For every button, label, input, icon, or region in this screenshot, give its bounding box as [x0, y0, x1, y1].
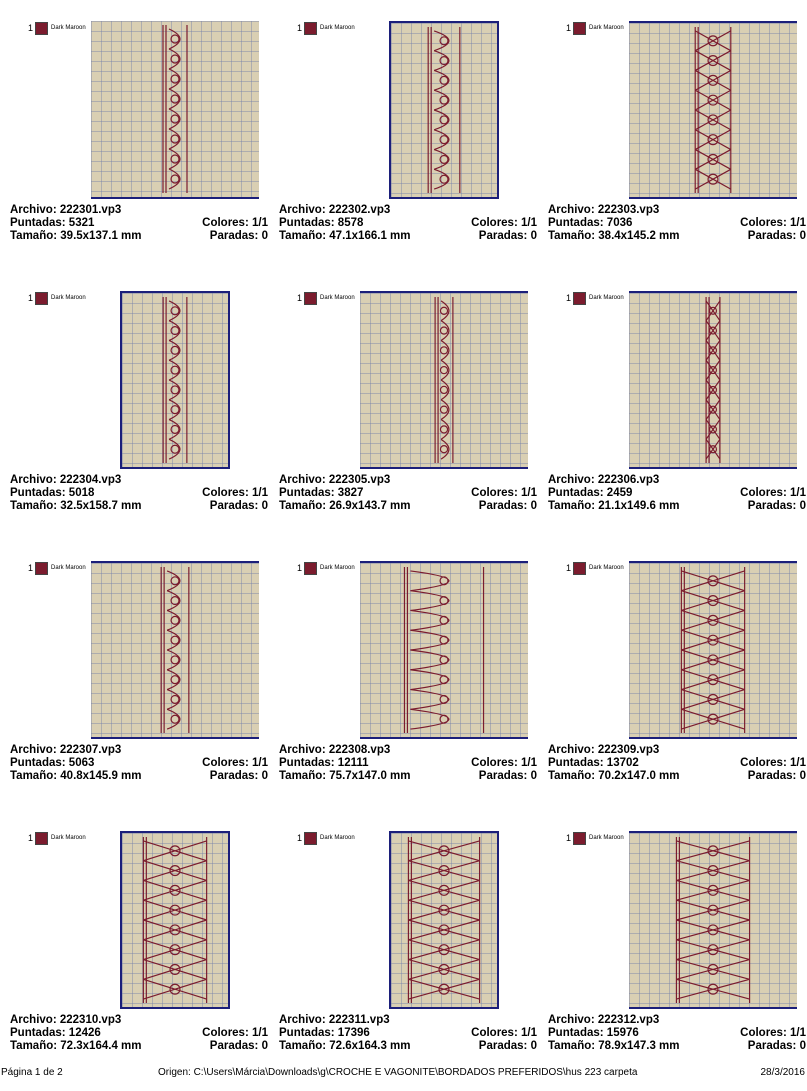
- size-line: Tamaño: 72.6x164.3 mm: [279, 1040, 411, 1052]
- file-name: 222312.vp3: [597, 1014, 660, 1026]
- stitch-count: 15976: [606, 1027, 639, 1039]
- design-size: 75.7x147.0 mm: [329, 770, 411, 782]
- stop-count: 0: [530, 770, 537, 782]
- stitches-line: Puntadas: 17396: [279, 1027, 370, 1039]
- stitches-line: Puntadas: 5321: [10, 217, 95, 229]
- file-line: Archivo: 222306.vp3: [548, 474, 660, 486]
- color-name: Dark Maroon: [589, 835, 624, 841]
- file-name: 222301.vp3: [59, 204, 122, 216]
- size-line: Tamaño: 32.5x158.7 mm: [10, 500, 142, 512]
- design-size: 26.9x143.7 mm: [329, 500, 411, 512]
- color-legend: [297, 21, 355, 35]
- colors-line: Colores: 1/1: [740, 1027, 806, 1039]
- file-line: Archivo: 222312.vp3: [548, 1014, 660, 1026]
- color-swatch: [35, 562, 48, 575]
- stitches-line: Puntadas: 5063: [10, 757, 95, 769]
- color-name: Dark Maroon: [51, 565, 86, 571]
- stops-line: Paradas: 0: [209, 1040, 268, 1052]
- color-name: Dark Maroon: [51, 25, 86, 31]
- design-preview: [629, 831, 797, 1009]
- color-count: 1/1: [790, 217, 806, 229]
- stop-count: 0: [799, 1040, 806, 1052]
- stop-count: 0: [261, 500, 268, 512]
- stitches-line: Puntadas: 12111: [279, 757, 369, 769]
- design-card: [548, 291, 807, 551]
- color-legend: [28, 561, 86, 575]
- size-line: Tamaño: 78.9x147.3 mm: [548, 1040, 680, 1052]
- design-info: [10, 474, 268, 513]
- stitches-line: Puntadas: 2459: [548, 487, 633, 499]
- stop-count: 0: [799, 770, 806, 782]
- stitch-count: 12426: [68, 1027, 101, 1039]
- color-count: 1/1: [252, 1027, 268, 1039]
- stitch-count: 8578: [337, 217, 364, 229]
- design-size: 38.4x145.2 mm: [598, 230, 680, 242]
- design-size: 72.3x164.4 mm: [60, 1040, 142, 1052]
- color-count: 1/1: [252, 217, 268, 229]
- color-swatch: [304, 562, 317, 575]
- file-line: Archivo: 222309.vp3: [548, 744, 660, 756]
- design-card: [10, 561, 278, 821]
- design-card: [10, 291, 278, 551]
- color-legend: [28, 291, 86, 305]
- color-legend: [566, 21, 624, 35]
- color-swatch: [304, 292, 317, 305]
- design-info: [548, 204, 806, 243]
- color-count: 1/1: [521, 487, 537, 499]
- stops-line: Paradas: 0: [478, 500, 537, 512]
- design-preview: [629, 291, 797, 469]
- file-name: 222304.vp3: [59, 474, 122, 486]
- file-name: 222308.vp3: [328, 744, 391, 756]
- design-size: 70.2x147.0 mm: [598, 770, 680, 782]
- design-preview: [91, 561, 259, 739]
- color-count: 1/1: [790, 487, 806, 499]
- design-card: [279, 21, 547, 281]
- file-line: Archivo: 222307.vp3: [10, 744, 122, 756]
- colors-line: Colores: 1/1: [471, 487, 537, 499]
- design-info: [10, 1014, 268, 1053]
- stops-line: Paradas: 0: [747, 1040, 806, 1052]
- stitch-count: 7036: [606, 217, 633, 229]
- colors-line: Colores: 1/1: [471, 1027, 537, 1039]
- color-name: Dark Maroon: [589, 25, 624, 31]
- stitch-count: 2459: [606, 487, 633, 499]
- colors-line: Colores: 1/1: [740, 757, 806, 769]
- color-name: Dark Maroon: [51, 295, 86, 301]
- design-preview: [120, 831, 230, 1009]
- stops-line: Paradas: 0: [747, 230, 806, 242]
- colors-line: Colores: 1/1: [202, 487, 268, 499]
- design-size: 47.1x166.1 mm: [329, 230, 411, 242]
- stops-line: Paradas: 0: [209, 500, 268, 512]
- color-name: Dark Maroon: [320, 565, 355, 571]
- colors-line: Colores: 1/1: [471, 757, 537, 769]
- color-count: 1/1: [790, 1027, 806, 1039]
- design-card: [548, 561, 807, 821]
- stitches-line: Puntadas: 5018: [10, 487, 95, 499]
- design-info: [10, 204, 268, 243]
- file-name: 222305.vp3: [328, 474, 391, 486]
- design-info: [548, 1014, 806, 1053]
- file-name: 222307.vp3: [59, 744, 122, 756]
- file-line: Archivo: 222304.vp3: [10, 474, 122, 486]
- colors-line: Colores: 1/1: [202, 1027, 268, 1039]
- colors-line: Colores: 1/1: [740, 487, 806, 499]
- design-card: [279, 831, 547, 1091]
- design-size: 39.5x137.1 mm: [60, 230, 142, 242]
- stitch-count: 13702: [606, 757, 639, 769]
- size-line: Tamaño: 38.4x145.2 mm: [548, 230, 680, 242]
- design-card: [279, 291, 547, 551]
- design-preview: [629, 21, 797, 199]
- stop-count: 0: [261, 1040, 268, 1052]
- stitches-line: Puntadas: 8578: [279, 217, 364, 229]
- file-name: 222311.vp3: [328, 1014, 390, 1026]
- colors-line: Colores: 1/1: [202, 217, 268, 229]
- color-number: 1: [28, 293, 34, 303]
- file-line: Archivo: 222302.vp3: [279, 204, 391, 216]
- color-number: 1: [566, 23, 572, 33]
- file-line: Archivo: 222310.vp3: [10, 1014, 122, 1026]
- stop-count: 0: [799, 230, 806, 242]
- origin-path: Origen: C:\Users\Márcia\Downloads\g\CROCHE E VAGONITE\BORDADOS PREFERIDOS\hus 223 carpeta: [158, 1067, 638, 1078]
- color-number: 1: [566, 293, 572, 303]
- stitches-line: Puntadas: 15976: [548, 1027, 639, 1039]
- stop-count: 0: [530, 500, 537, 512]
- stop-count: 0: [799, 500, 806, 512]
- color-name: Dark Maroon: [320, 835, 355, 841]
- color-count: 1/1: [252, 487, 268, 499]
- stitch-count: 5321: [68, 217, 95, 229]
- design-info: [279, 744, 537, 783]
- colors-line: Colores: 1/1: [740, 217, 806, 229]
- file-name: 222309.vp3: [597, 744, 660, 756]
- print-date: 28/3/2016: [760, 1067, 805, 1078]
- color-number: 1: [566, 833, 572, 843]
- design-info: [279, 1014, 537, 1053]
- stop-count: 0: [261, 230, 268, 242]
- design-card: [10, 21, 278, 281]
- size-line: Tamaño: 70.2x147.0 mm: [548, 770, 680, 782]
- stitch-count: 17396: [337, 1027, 370, 1039]
- design-info: [279, 204, 537, 243]
- color-swatch: [573, 292, 586, 305]
- color-count: 1/1: [790, 757, 806, 769]
- color-swatch: [573, 832, 586, 845]
- color-swatch: [304, 22, 317, 35]
- page-number: Página 1 de 2: [1, 1067, 63, 1078]
- stops-line: Paradas: 0: [478, 770, 537, 782]
- file-line: Archivo: 222303.vp3: [548, 204, 660, 216]
- color-count: 1/1: [521, 757, 537, 769]
- file-name: 222310.vp3: [59, 1014, 122, 1026]
- stitch-count: 12111: [337, 757, 369, 769]
- color-legend: [28, 831, 86, 845]
- design-size: 72.6x164.3 mm: [329, 1040, 411, 1052]
- color-number: 1: [297, 563, 303, 573]
- file-name: 222306.vp3: [597, 474, 660, 486]
- file-line: Archivo: 222301.vp3: [10, 204, 122, 216]
- stitches-line: Puntadas: 7036: [548, 217, 633, 229]
- color-swatch: [304, 832, 317, 845]
- color-number: 1: [28, 833, 34, 843]
- stops-line: Paradas: 0: [747, 500, 806, 512]
- design-info: [548, 474, 806, 513]
- file-line: Archivo: 222305.vp3: [279, 474, 391, 486]
- size-line: Tamaño: 39.5x137.1 mm: [10, 230, 142, 242]
- color-name: Dark Maroon: [320, 25, 355, 31]
- color-legend: [566, 561, 624, 575]
- design-size: 78.9x147.3 mm: [598, 1040, 680, 1052]
- color-number: 1: [28, 23, 34, 33]
- design-card: [10, 831, 278, 1091]
- color-legend: [28, 21, 86, 35]
- color-name: Dark Maroon: [51, 835, 86, 841]
- design-info: [10, 744, 268, 783]
- size-line: Tamaño: 47.1x166.1 mm: [279, 230, 411, 242]
- size-line: Tamaño: 40.8x145.9 mm: [10, 770, 142, 782]
- size-line: Tamaño: 21.1x149.6 mm: [548, 500, 680, 512]
- design-size: 21.1x149.6 mm: [598, 500, 680, 512]
- design-info: [548, 744, 806, 783]
- design-info: [279, 474, 537, 513]
- color-count: 1/1: [521, 217, 537, 229]
- stitch-count: 5018: [68, 487, 95, 499]
- colors-line: Colores: 1/1: [202, 757, 268, 769]
- design-size: 40.8x145.9 mm: [60, 770, 142, 782]
- design-preview: [360, 561, 528, 739]
- stops-line: Paradas: 0: [747, 770, 806, 782]
- color-number: 1: [28, 563, 34, 573]
- color-swatch: [573, 22, 586, 35]
- stitches-line: Puntadas: 3827: [279, 487, 364, 499]
- design-size: 32.5x158.7 mm: [60, 500, 142, 512]
- design-preview: [91, 21, 259, 199]
- design-preview: [629, 561, 797, 739]
- color-swatch: [573, 562, 586, 575]
- design-preview: [389, 831, 499, 1009]
- stitches-line: Puntadas: 12426: [10, 1027, 101, 1039]
- design-card: [279, 561, 547, 821]
- size-line: Tamaño: 75.7x147.0 mm: [279, 770, 411, 782]
- design-preview: [389, 21, 499, 199]
- file-name: 222302.vp3: [328, 204, 391, 216]
- stops-line: Paradas: 0: [209, 770, 268, 782]
- color-name: Dark Maroon: [589, 295, 624, 301]
- color-swatch: [35, 292, 48, 305]
- color-number: 1: [297, 23, 303, 33]
- stop-count: 0: [261, 770, 268, 782]
- design-card: [548, 831, 807, 1091]
- file-line: Archivo: 222311.vp3: [279, 1014, 390, 1026]
- color-legend: [566, 291, 624, 305]
- stops-line: Paradas: 0: [209, 230, 268, 242]
- color-legend: [297, 561, 355, 575]
- color-number: 1: [297, 293, 303, 303]
- stitch-count: 5063: [68, 757, 95, 769]
- color-number: 1: [297, 833, 303, 843]
- page-footer: [0, 1067, 807, 1080]
- color-name: Dark Maroon: [320, 295, 355, 301]
- color-legend: [297, 291, 355, 305]
- color-legend: [566, 831, 624, 845]
- stitch-count: 3827: [337, 487, 364, 499]
- stop-count: 0: [530, 1040, 537, 1052]
- size-line: Tamaño: 26.9x143.7 mm: [279, 500, 411, 512]
- stops-line: Paradas: 0: [478, 230, 537, 242]
- color-count: 1/1: [252, 757, 268, 769]
- colors-line: Colores: 1/1: [471, 217, 537, 229]
- stop-count: 0: [530, 230, 537, 242]
- file-line: Archivo: 222308.vp3: [279, 744, 391, 756]
- stitches-line: Puntadas: 13702: [548, 757, 639, 769]
- color-swatch: [35, 832, 48, 845]
- file-name: 222303.vp3: [597, 204, 660, 216]
- design-card: [548, 21, 807, 281]
- color-count: 1/1: [521, 1027, 537, 1039]
- size-line: Tamaño: 72.3x164.4 mm: [10, 1040, 142, 1052]
- color-number: 1: [566, 563, 572, 573]
- design-preview: [120, 291, 230, 469]
- color-name: Dark Maroon: [589, 565, 624, 571]
- stops-line: Paradas: 0: [478, 1040, 537, 1052]
- color-legend: [297, 831, 355, 845]
- color-swatch: [35, 22, 48, 35]
- design-preview: [360, 291, 528, 469]
